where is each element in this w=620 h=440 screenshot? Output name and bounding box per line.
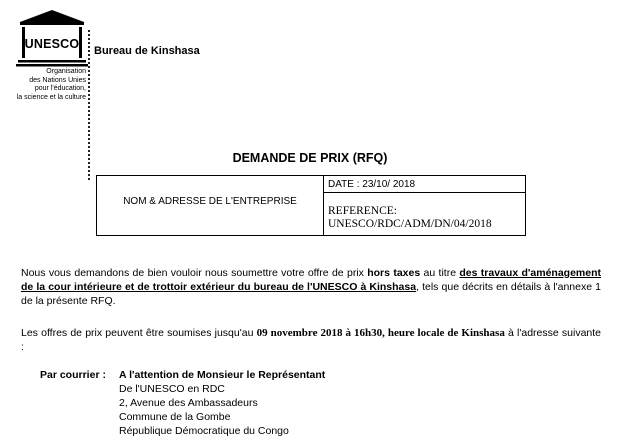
underlined-works: des travaux d'aménagement de la cour intérieure et de trottoir extérieur du bureau de l'UNESCO à Kinshasa [21,267,602,293]
address-line: 2, Avenue des Ambassadeurs [119,397,258,409]
address-line: Commune de la Gombe [119,411,231,423]
text-run: Les offres de prix peuvent être soumises jusqu'au [21,327,257,339]
date-value: DATE : 23/10/ 2018 [328,178,416,190]
paragraph-request [21,266,601,308]
reference-value: UNESCO/RDC/ADM/DN/04/2018 [328,217,492,230]
address-label: Par courrier : [40,369,106,381]
reference-cell [324,193,526,236]
address-line: De l'UNESCO en RDC [119,383,225,395]
paragraph-deadline [21,326,601,354]
deadline-bold: 09 novembre 2018 à 16h30, heure locale de Kinshasa [256,327,505,339]
org-line: pour l'éducation, [34,85,86,92]
company-label: NOM & ADRESSE DE L'ENTREPRISE [123,196,297,207]
date-cell [324,176,526,193]
text-run: à l'adresse suivante : [21,327,602,353]
logo-text: UNESCO [24,37,80,51]
text-run: au titre [420,267,460,279]
org-line: Organisation [46,68,86,75]
document-title: DEMANDE DE PRIX (RFQ) [232,151,388,165]
reference-label: REFERENCE: [328,204,398,217]
bureau-name: Bureau de Kinshasa [94,45,200,57]
company-cell [97,176,324,236]
text-run: , tels que décrits en détails à l'annexe 1 de la présente RFQ. [21,281,601,307]
org-line: la science et la culture [16,93,86,101]
bold-hors-taxes: hors taxes [367,267,421,279]
unesco-logo [16,8,88,68]
address-line: A l'attention de Monsieur le Représentant [119,369,326,381]
info-table [96,175,526,236]
address-line: République Démocratique du Congo [119,425,289,437]
org-name [4,68,86,102]
org-line: des Nations Unies [29,76,86,84]
text-run: Nous vous demandons de bien vouloir nous soumettre votre offre de prix [21,267,368,279]
